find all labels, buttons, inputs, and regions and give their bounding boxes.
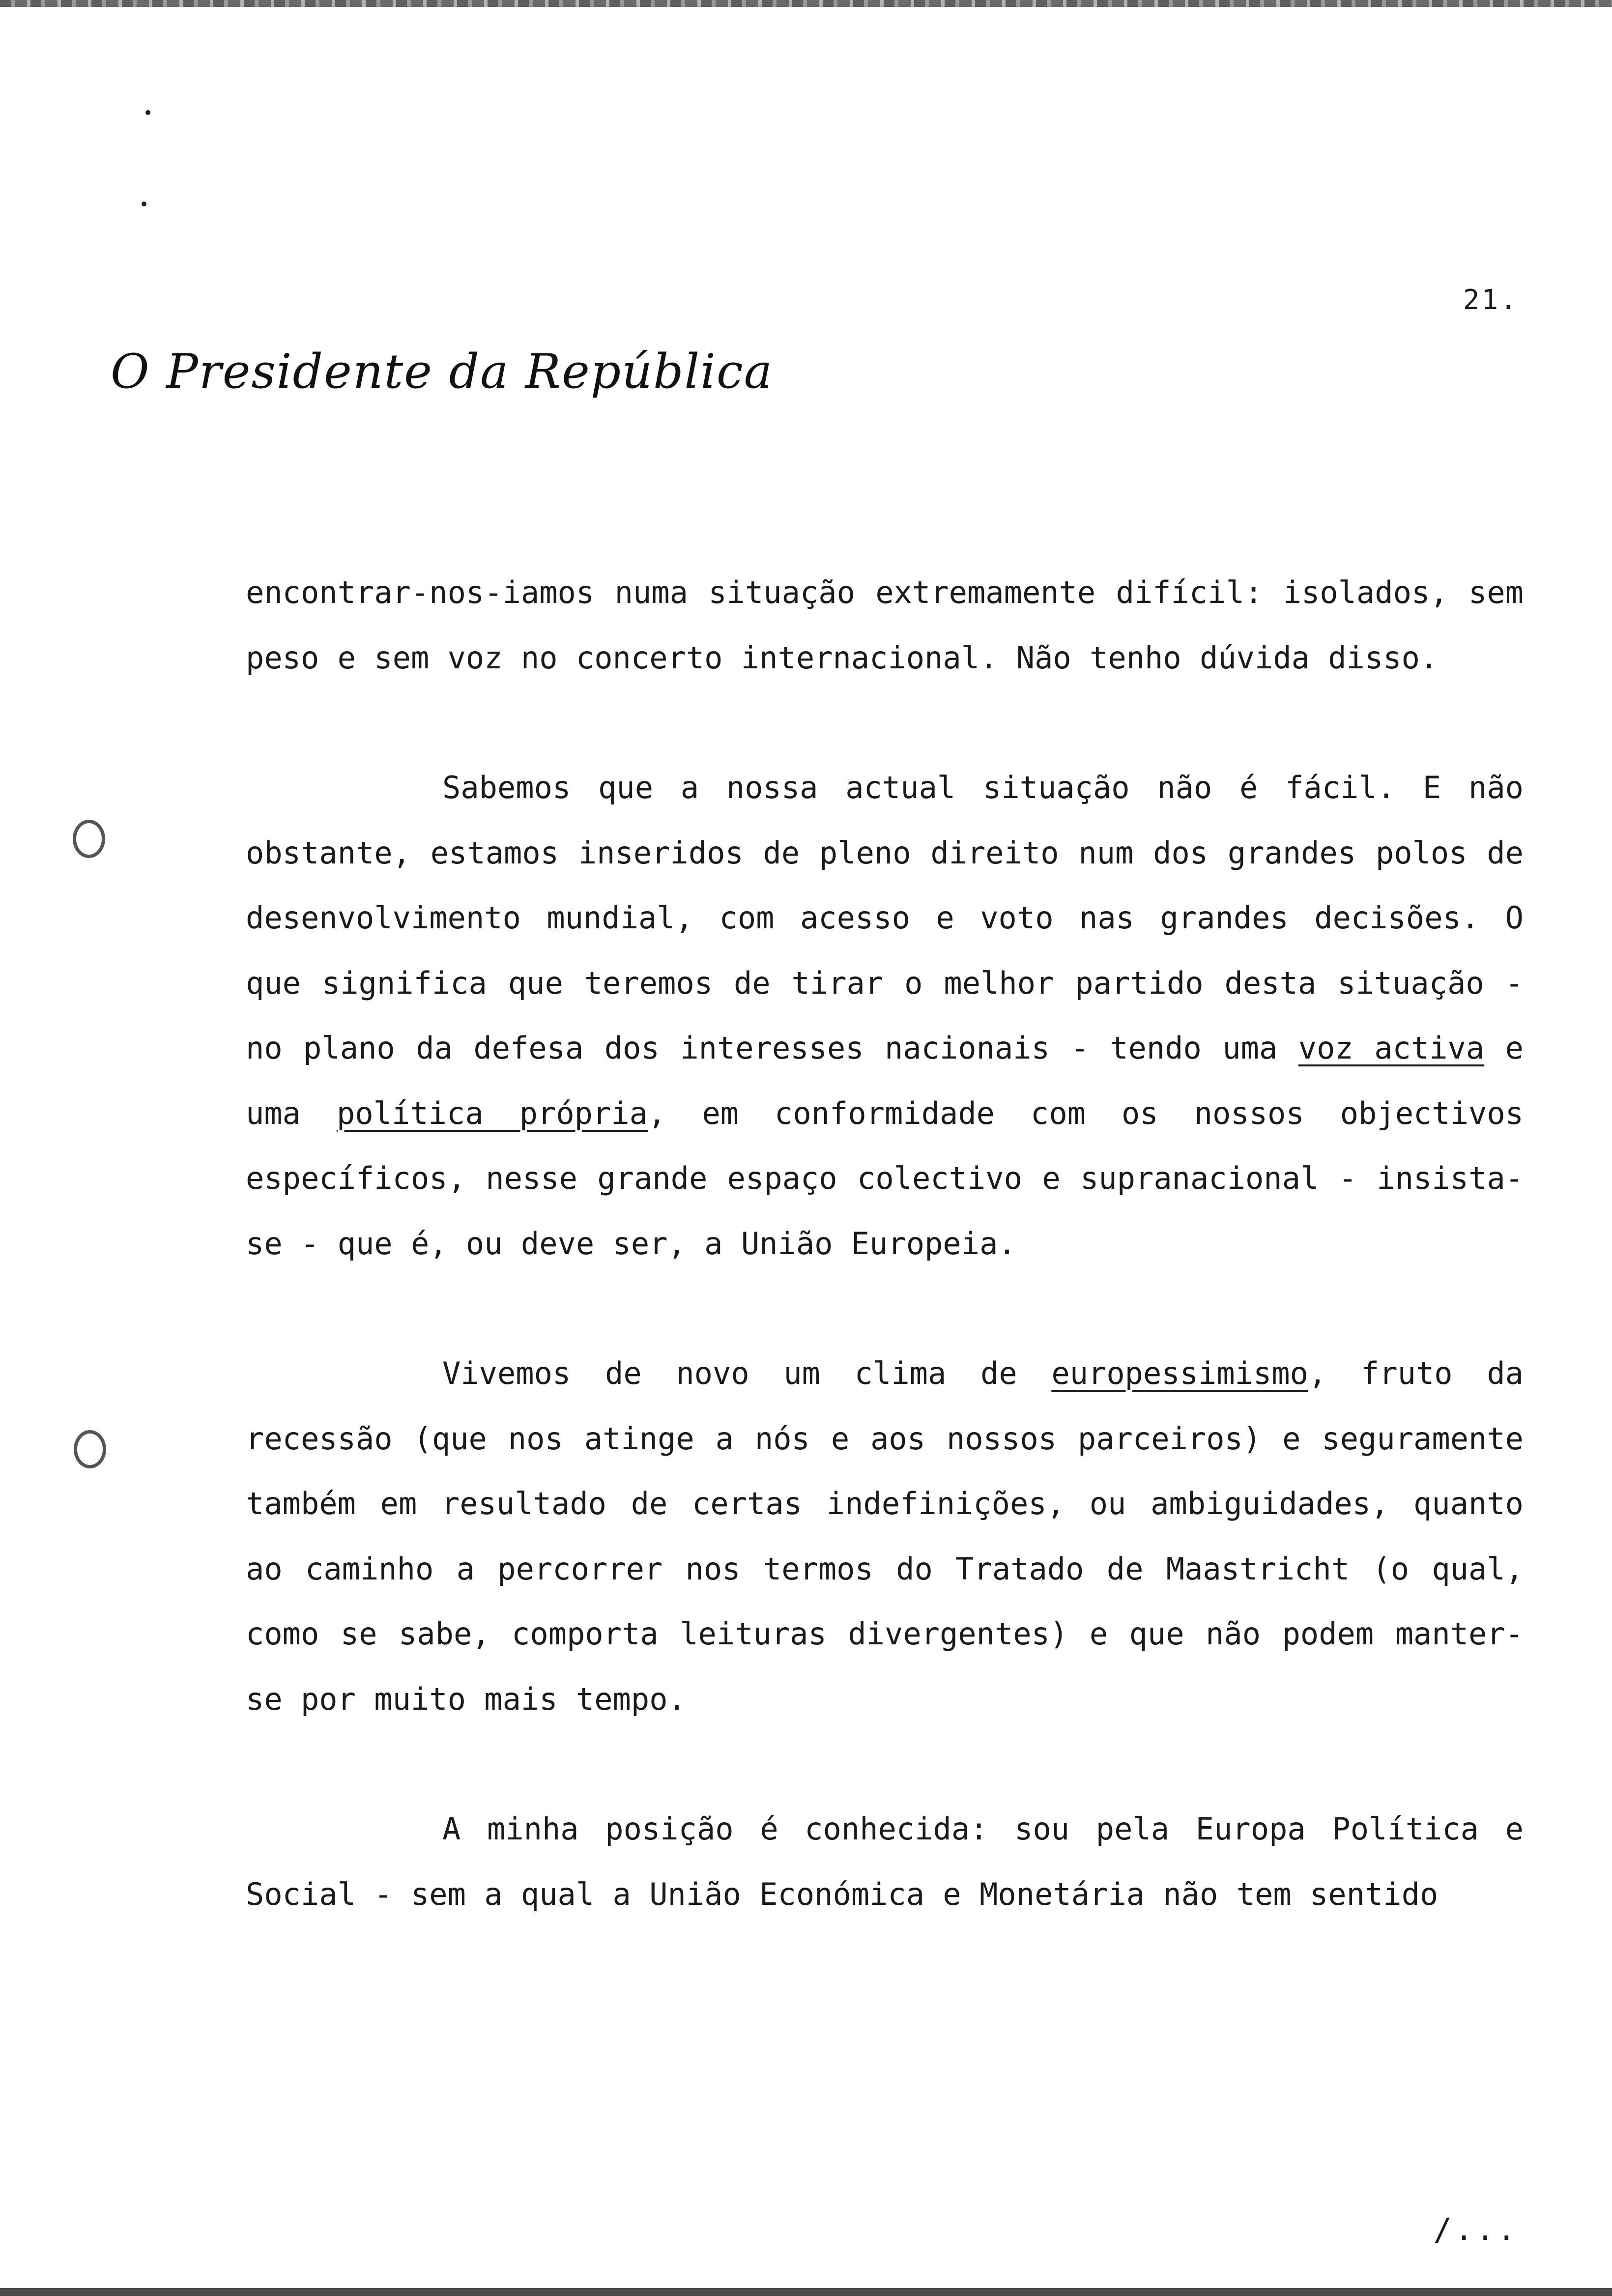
underlined-text: europessimismo: [1051, 1355, 1308, 1391]
continuation-mark: /...: [1433, 2211, 1519, 2247]
paragraph-text: , em conformidade com os nossos objectivos específicos, nesse grande espaço colectivo e supranacional - insista-se - que é, ou deve ser, a União Europeia.: [246, 1095, 1524, 1262]
underlined-text: política própria: [337, 1095, 648, 1131]
paragraph-text: encontrar-nos-iamos numa situação extremamente difícil: isolados, sem peso e sem voz no concerto internacional. Não tenho dúvida disso.: [246, 574, 1524, 676]
paragraph-text: A minha posição é conhecida: sou pela Europa Política e Social - sem a qual a União Económica e Monetária não tem sentido: [246, 1811, 1524, 1912]
scan-top-edge: [0, 0, 1612, 7]
paragraph: [246, 560, 1524, 690]
punch-hole: [73, 820, 105, 858]
document-body: [246, 560, 1524, 1927]
paragraph-text: Vivemos de novo um clima de: [442, 1355, 1052, 1391]
punch-hole: [74, 1430, 106, 1468]
paragraph: [246, 1341, 1524, 1732]
paragraph-text: e uma: [246, 1030, 1524, 1131]
scan-mark: [145, 110, 150, 115]
paragraph: [246, 1797, 1524, 1927]
paragraph-text: Sabemos que a nossa actual situação não é fácil. E não obstante, estamos inseridos de pleno direito num dos grandes polos de desenvolvimento mundial, com acesso e voto nas grandes decisões. O que significa que teremos de tirar o melhor partido desta situação - no plano da defesa dos interesses nacionais - tendo uma: [246, 770, 1524, 1066]
page-number: 21.: [1463, 284, 1519, 316]
paragraph: [246, 755, 1524, 1276]
paragraph-text: , fruto da recessão (que nos atinge a nós e aos nossos parceiros) e seguramente também em resultado de certas indefinições, ou ambiguidades, quanto ao caminho a percorrer nos termos do Tratado de Maastricht (o qual, como se sabe, comporta leituras divergentes) e que não podem manter-se por muito mais tempo.: [246, 1355, 1524, 1717]
letterhead: O Presidente da República: [111, 344, 773, 399]
scan-bottom-edge: [0, 2288, 1612, 2296]
scan-mark: [142, 201, 146, 206]
underlined-text: voz activa: [1298, 1030, 1485, 1066]
